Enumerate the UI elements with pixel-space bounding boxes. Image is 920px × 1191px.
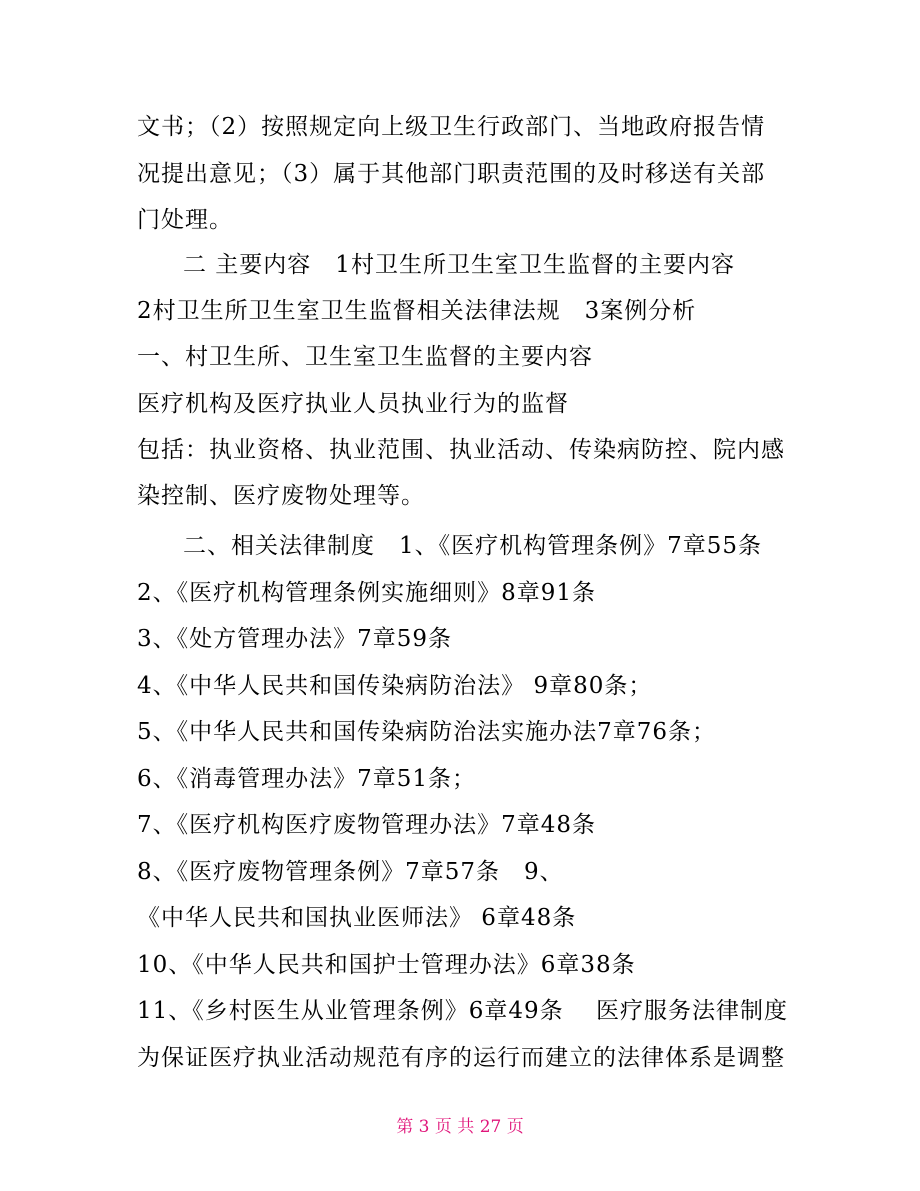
- law-item-3: 3、《处方管理办法》7章59条: [137, 626, 453, 652]
- text-line-9: 染控制、医疗废物处理等。: [137, 483, 425, 509]
- law-item-10: 10、《中华人民共和国护士管理办法》6章38条: [137, 952, 636, 978]
- section-heading-2: 二、相关法律制度 1、《医疗机构管理条例》7章55条: [183, 533, 763, 559]
- law-item-5: 5、《中华人民共和国传染病防治法实施办法7章76条；: [137, 719, 717, 745]
- text-line-1: 文书；（2）按照规定向上级卫生行政部门、当地政府报告情: [137, 114, 766, 140]
- law-item-11: 11、《乡村医生从业管理条例》6章49条 医疗服务法律制度: [137, 998, 788, 1024]
- law-item-2: 2、《医疗机构管理条例实施细则》8章91条: [137, 580, 597, 606]
- page-number: 第 3 页 共 27 页: [396, 1117, 524, 1137]
- text-line-3: 门处理。: [137, 207, 233, 233]
- text-line-5: 2村卫生所卫生室卫生监督相关法律法规 3案例分析: [137, 298, 697, 324]
- law-item-6: 6、《消毒管理办法》7章51条；: [137, 766, 477, 792]
- text-line-2: 况提出意见；（3）属于其他部门职责范围的及时移送有关部: [137, 161, 766, 187]
- section-heading-1: 一、村卫生所、卫生室卫生监督的主要内容: [137, 344, 593, 370]
- text-line-8: 包括：执业资格、执业范围、执业活动、传染病防控、院内感: [137, 437, 785, 463]
- text-line-7: 医疗机构及医疗执业人员执业行为的监督: [137, 391, 569, 417]
- law-item-9: 《中华人民共和国执业医师法》 6章48条: [137, 905, 577, 931]
- text-line-21: 为保证医疗执业活动规范有序的运行而建立的法律体系是调整: [137, 1045, 785, 1071]
- law-item-8: 8、《医疗废物管理条例》7章57条 9、: [137, 859, 564, 885]
- law-item-7: 7、《医疗机构医疗废物管理办法》7章48条: [137, 812, 597, 838]
- law-item-4: 4、《中华人民共和国传染病防治法》 9章80条；: [137, 673, 653, 699]
- section-heading-main-content: 二 主要内容 1村卫生所卫生室卫生监督的主要内容: [183, 252, 735, 278]
